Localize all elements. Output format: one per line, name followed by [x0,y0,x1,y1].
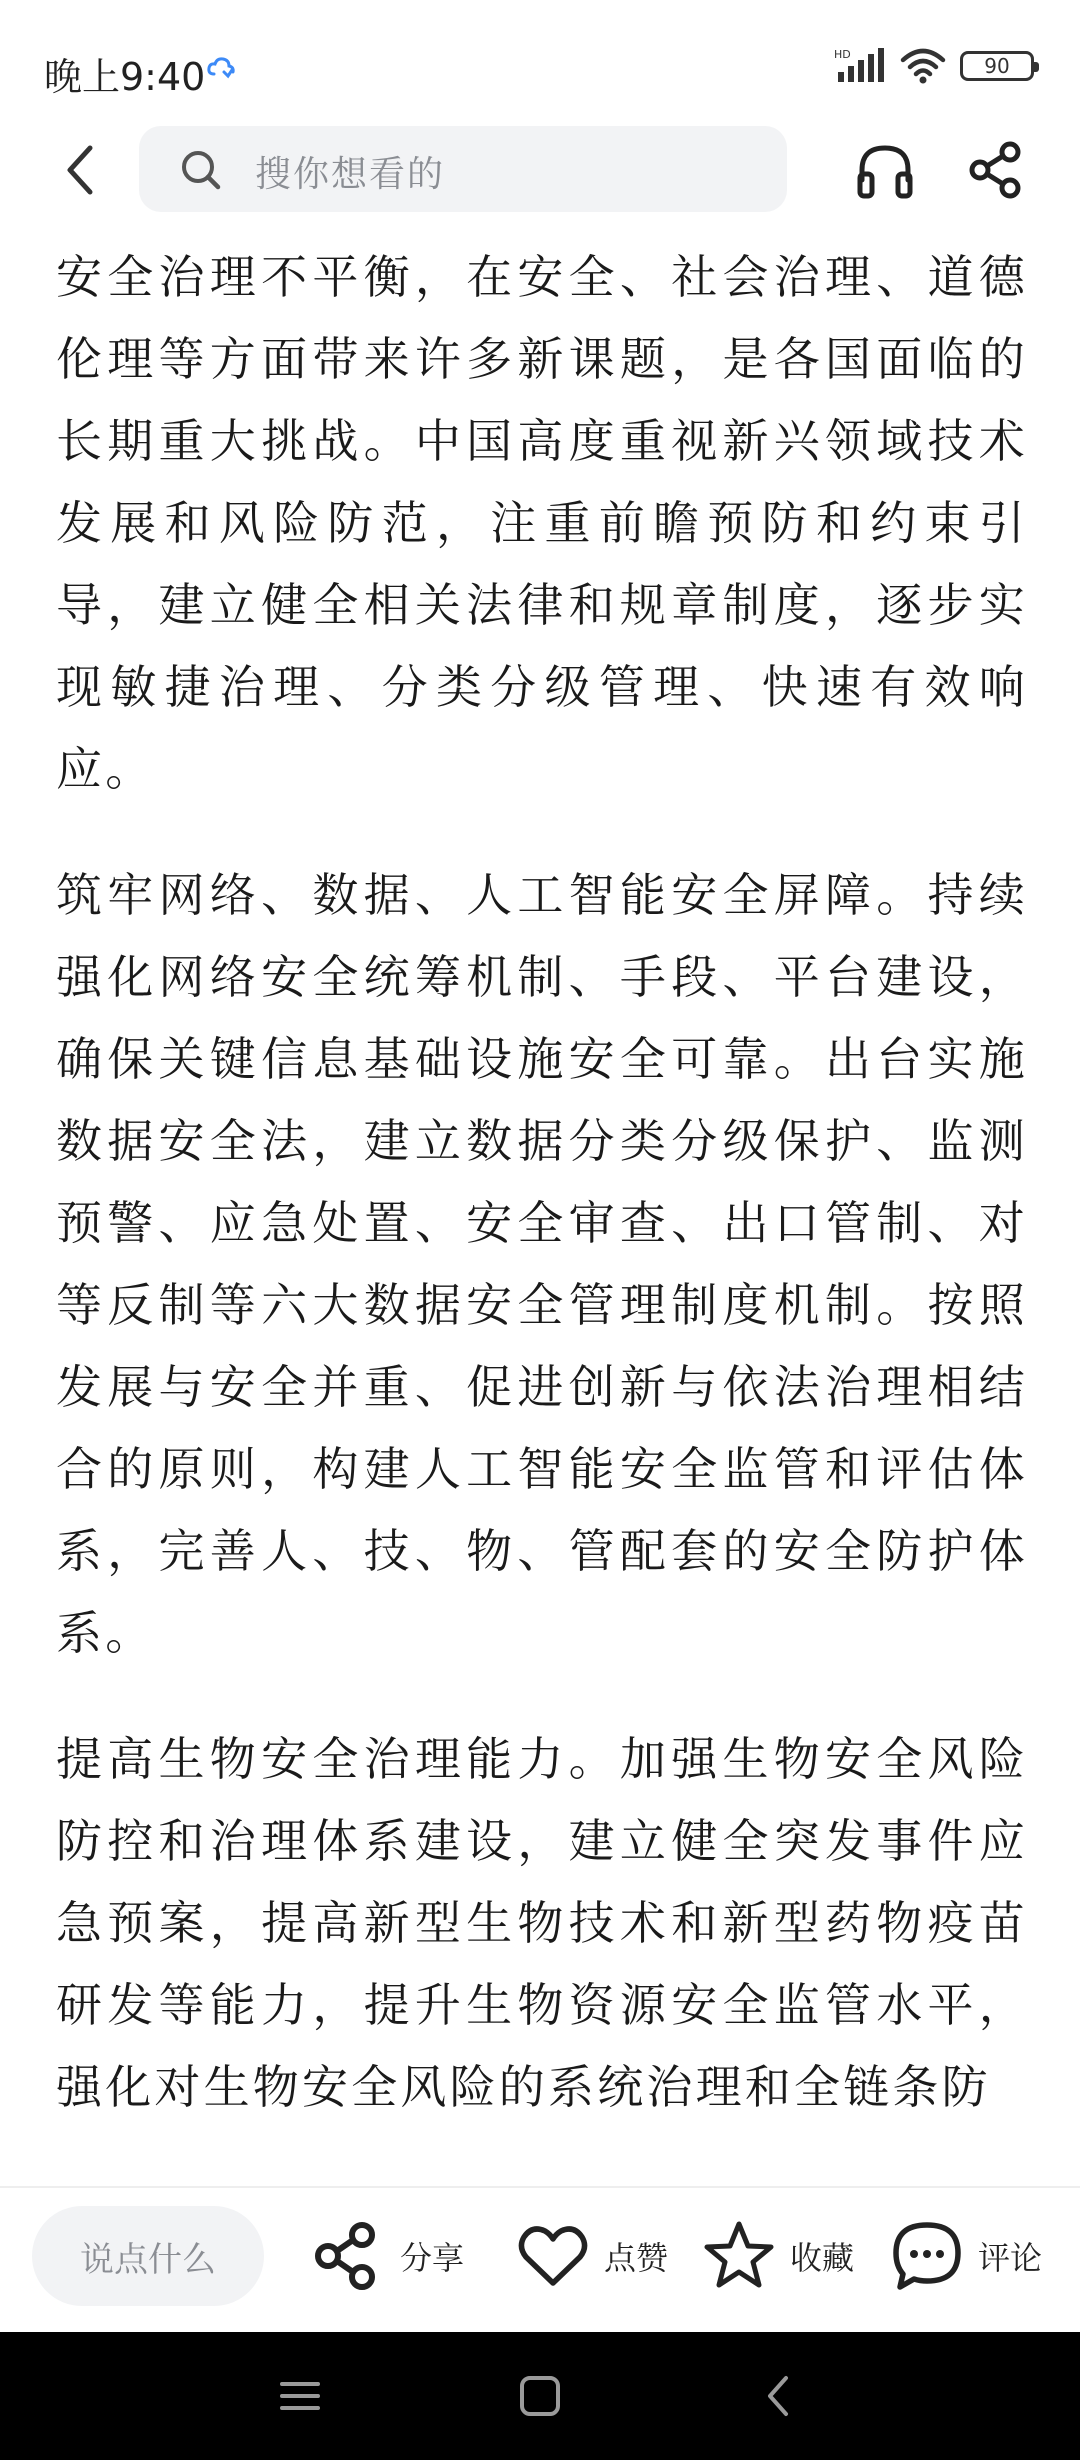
comment-input[interactable] [32,2206,264,2306]
share-icon[interactable] [966,140,1026,200]
like-button[interactable] [516,2206,668,2306]
favorite-button[interactable] [702,2206,854,2306]
cloud-sync-icon [206,52,236,82]
back-icon[interactable] [56,142,112,198]
network-label: HD [834,48,851,61]
favorite-label: 收藏 [790,2239,855,2277]
menu-icon[interactable] [272,2368,328,2424]
article-paragraph: 提高生物安全治理能力。加强生物安全风险防控和治理体系建设，建立健全突发事件应急预案，提高新型生物技术和新型药物疫苗研发等能力，提升生物资源安全监管水平，强化对生物安全风险的系统治理和全链条防 [56,1732,1028,2114]
comment-label: 评论 [978,2239,1043,2277]
battery-indicator [960,51,1034,81]
home-icon[interactable] [512,2368,568,2424]
status-bar [0,0,1080,120]
status-time: 晚上9:40 [44,55,206,99]
comment-placeholder: 说点什么 [80,2239,216,2280]
share-icon [312,2219,386,2293]
headphone-icon[interactable] [854,140,916,202]
share-label: 分享 [400,2239,465,2277]
comment-button[interactable] [890,2206,1042,2306]
battery-level: 90 [984,54,1010,78]
signal-icon [834,48,886,84]
system-navigation-bar [0,2332,1080,2460]
comment-bubble-icon [890,2219,964,2293]
share-button[interactable] [312,2206,464,2306]
article-body [56,236,1028,2186]
search-input[interactable] [139,126,787,212]
status-indicators [834,46,1034,86]
search-icon [179,148,223,192]
article-paragraph: 安全治理不平衡，在安全、社会治理、道德伦理等方面带来许多新课题，是各国面临的长期重大挑战。中国高度重视新兴领域技术发展和风险防范，注重前瞻预防和约束引导，建立健全相关法律和规章制度，逐步实现敏捷治理、分类分级管理、快速有效响应。 [56,250,1028,796]
bottom-action-bar [0,2186,1080,2332]
heart-icon [516,2219,590,2293]
nav-back-icon[interactable] [752,2368,808,2424]
top-bar [0,120,1080,220]
search-placeholder: 搜你想看的 [255,154,446,195]
article-paragraph: 筑牢网络、数据、人工智能安全屏障。持续强化网络安全统筹机制、手段、平台建设，确保关键信息基础设施安全可靠。出台实施数据安全法，建立数据分类分级保护、监测预警、应急处置、安全审查、出口管制、对等反制等六大数据安全管理制度机制。按照发展与安全并重、促进创新与依法治理相结合的原则，构建人工智能安全监管和评估体系，完善人、技、物、管配套的安全防护体系。 [56,868,1028,1660]
like-label: 点赞 [604,2239,669,2277]
wifi-icon [900,48,946,84]
star-icon [702,2219,776,2293]
